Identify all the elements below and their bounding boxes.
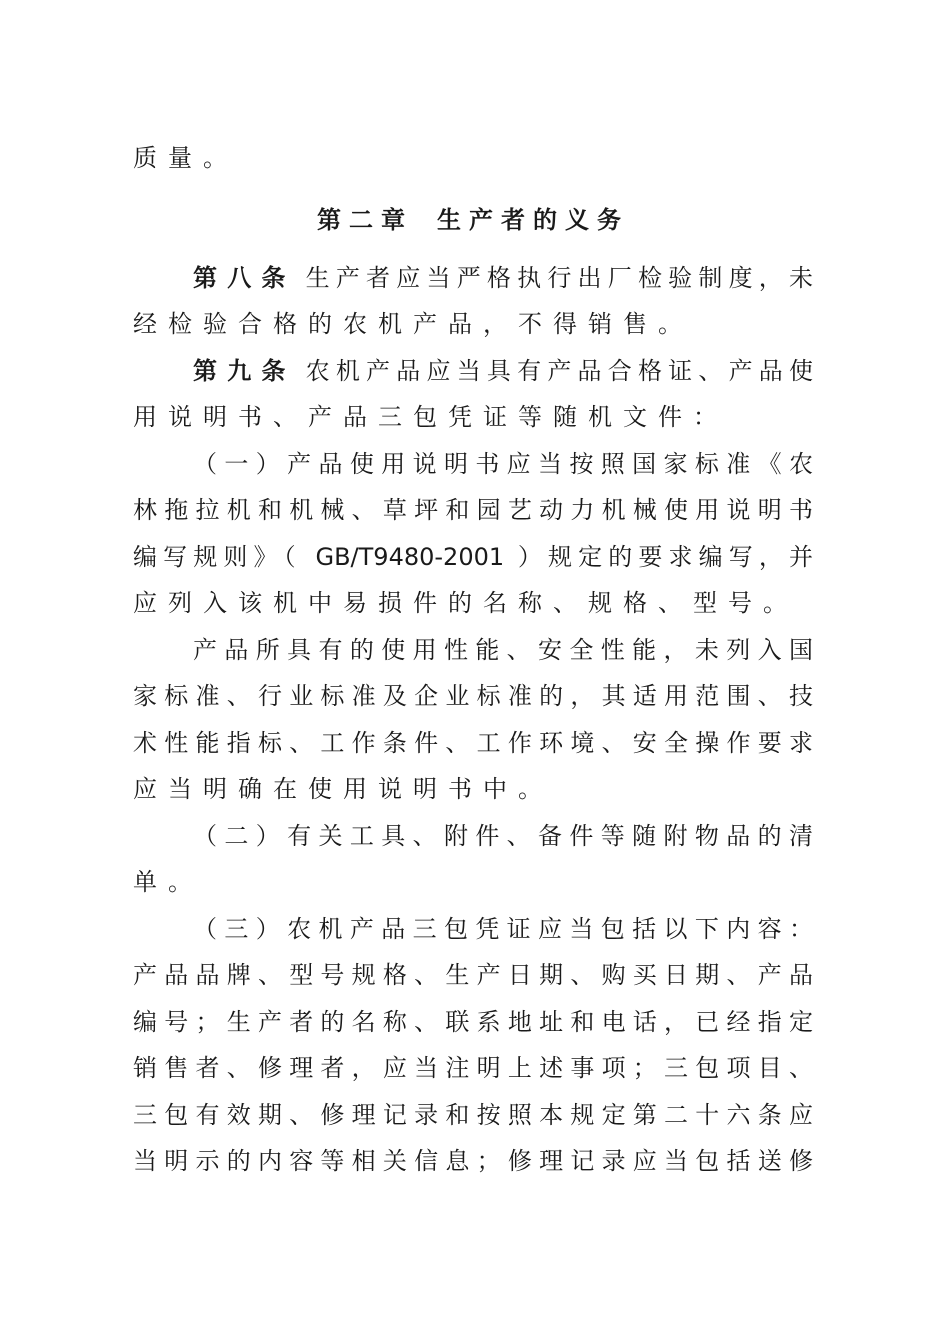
text-segment: 生产者应当严格执行出厂检验制度，未 xyxy=(305,264,814,292)
text-line: 家标准、行业标准及企业标准的，其适用范围、技 xyxy=(133,682,813,710)
text-line: 产品所具有的使用性能、安全性能，未列入国 xyxy=(193,636,813,664)
article-label: 第八条 xyxy=(193,264,296,292)
chapter-number: 第二章 xyxy=(317,206,413,234)
chapter-title: 生产者的义务 xyxy=(437,206,629,234)
text-segment: 农机产品应当具有产品合格证、产品使 xyxy=(305,357,814,385)
text-line: 用说明书、产品三包凭证等随机文件： xyxy=(133,403,728,431)
text-line: （一）产品使用说明书应当按照国家标准《农 xyxy=(193,450,813,478)
text-line: （三）农机产品三包凭证应当包括以下内容： xyxy=(193,915,813,943)
text-line: 编写规则》（ GB/T9480-2001 ）规定的要求编写，并 xyxy=(133,543,813,571)
article-label: 第九条 xyxy=(193,357,296,385)
text-line: 销售者、修理者，应当注明上述事项；三包项目、 xyxy=(133,1054,813,1082)
text-line: 质量。 xyxy=(133,144,238,172)
text-line: 经检验合格的农机产品，不得销售。 xyxy=(133,310,693,338)
text-line: 单。 xyxy=(133,868,203,896)
chapter-heading xyxy=(133,202,813,238)
text-line: 产品品牌、型号规格、生产日期、购买日期、产品 xyxy=(133,961,813,989)
text-line: 编号；生产者的名称、联系地址和电话，已经指定 xyxy=(133,1008,813,1036)
text-line: 应列入该机中易损件的名称、规格、型号。 xyxy=(133,589,798,617)
text-line: 术性能指标、工作条件、工作环境、安全操作要求 xyxy=(133,729,813,757)
article-8-line xyxy=(193,261,813,295)
text-line: 林拖拉机和机械、草坪和园艺动力机械使用说明书 xyxy=(133,496,813,524)
text-line: （二）有关工具、附件、备件等随附物品的清 xyxy=(193,822,813,850)
text-line: 当明示的内容等相关信息；修理记录应当包括送修 xyxy=(133,1147,813,1175)
article-9-line xyxy=(193,354,813,388)
text-line: 三包有效期、修理记录和按照本规定第二十六条应 xyxy=(133,1101,813,1129)
text-line: 应当明确在使用说明书中。 xyxy=(133,775,553,803)
